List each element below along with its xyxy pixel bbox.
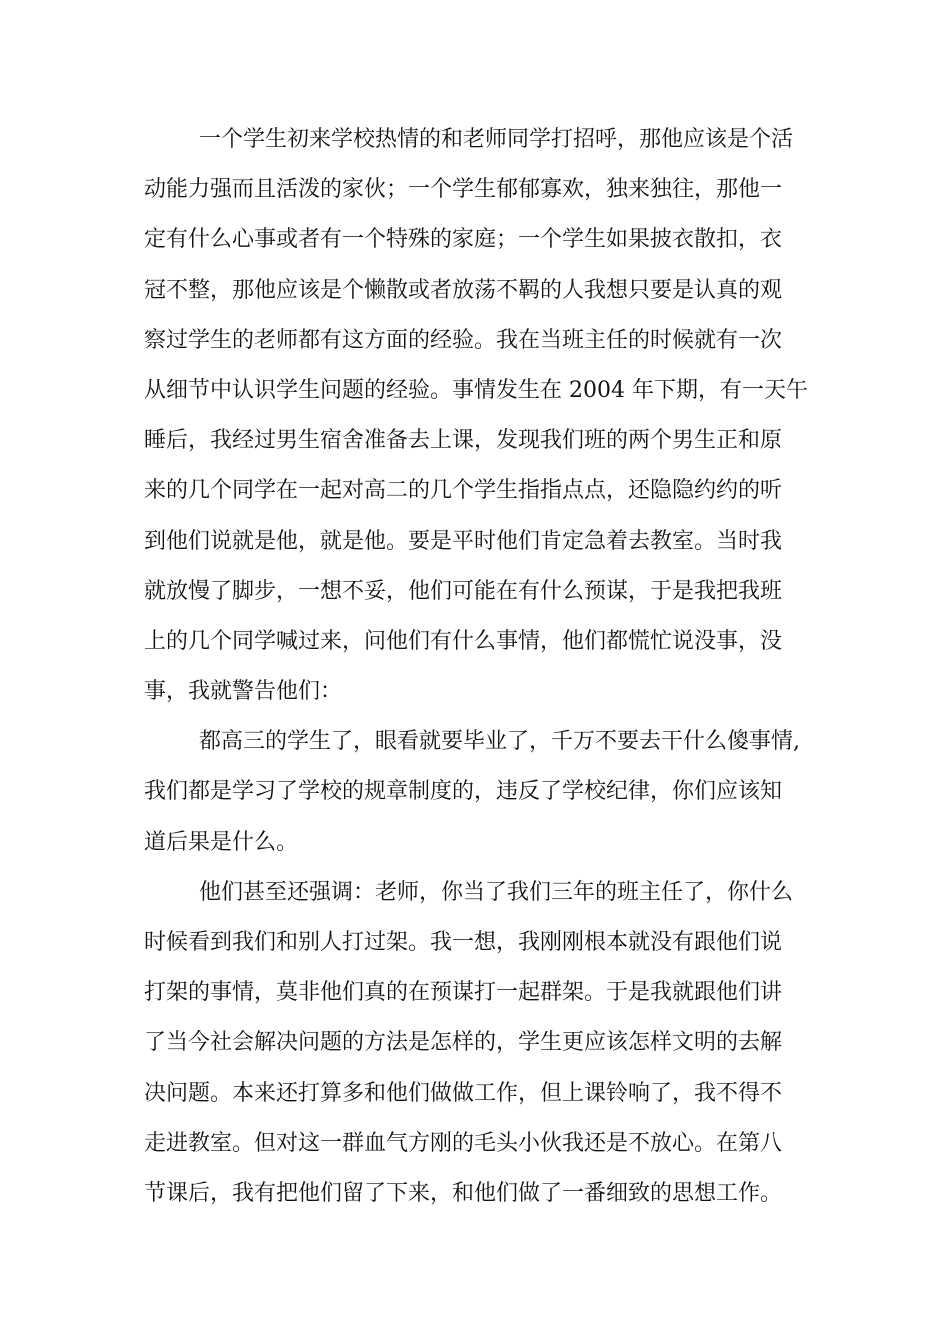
paragraph-2 (144, 717, 810, 868)
text-line: 走进教室。但对这一群血气方刚的毛头小伙我还是不放心。在第八 (144, 1130, 783, 1156)
text-line: 了当今社会解决问题的方法是怎样的，学生更应该怎样文明的去解 (144, 1030, 783, 1056)
text-line: 我们都是学习了学校的规章制度的，违反了学校纪律，你们应该知 (144, 779, 783, 805)
text-line: 察过学生的老师都有这方面的经验。我在当班主任的时候就有一次 (144, 327, 783, 353)
paragraph-1 (144, 115, 810, 717)
text-line: 都高三的学生了，眼看就要毕业了，千万不要去干什么傻事情, (199, 729, 800, 755)
text-line: 来的几个同学在一起对高二的几个学生指指点点，还隐隐约约的听 (144, 478, 783, 504)
text-line: 上的几个同学喊过来，问他们有什么事情，他们都慌忙说没事，没 (144, 628, 783, 654)
text-line: 睡后，我经过男生宿舍准备去上课，发现我们班的两个男生正和原 (144, 428, 783, 454)
text-line: 到他们说就是他，就是他。要是平时他们肯定急着去教室。当时我 (144, 528, 783, 554)
text-line: 定有什么心事或者有一个特殊的家庭；一个学生如果披衣散扣，衣 (144, 227, 783, 253)
text-line: 一个学生初来学校热情的和老师同学打招呼，那他应该是个活 (199, 127, 794, 152)
text-line: 就放慢了脚步，一想不妥，他们可能在有什么预谋，于是我把我班 (144, 578, 783, 604)
text-line: 他们甚至还强调：老师，你当了我们三年的班主任了，你什么 (199, 879, 794, 905)
text-line: 打架的事情，莫非他们真的在预谋打一起群架。于是我就跟他们讲 (144, 980, 783, 1006)
document-body (144, 115, 810, 1219)
text-line: 动能力强而且活泼的家伙；一个学生郁郁寡欢，独来独往，那他一 (144, 177, 783, 203)
paragraph-3 (144, 868, 810, 1219)
text-line: 决问题。本来还打算多和他们做做工作，但上课铃响了，我不得不 (144, 1080, 783, 1106)
text-line: 节课后，我有把他们留了下来，和他们做了一番细致的思想工作。 (144, 1180, 783, 1206)
text-line: 从细节中认识学生问题的经验。事情发生在 2004 年下期，有一天午 (144, 377, 808, 403)
text-line: 道后果是什么。 (144, 829, 299, 855)
text-line: 事，我就警告他们： (144, 679, 343, 705)
text-line: 时候看到我们和别人打过架。我一想，我刚刚根本就没有跟他们说 (144, 930, 783, 955)
text-line: 冠不整，那他应该是个懒散或者放荡不羁的人我想只要是认真的观 (144, 277, 783, 303)
